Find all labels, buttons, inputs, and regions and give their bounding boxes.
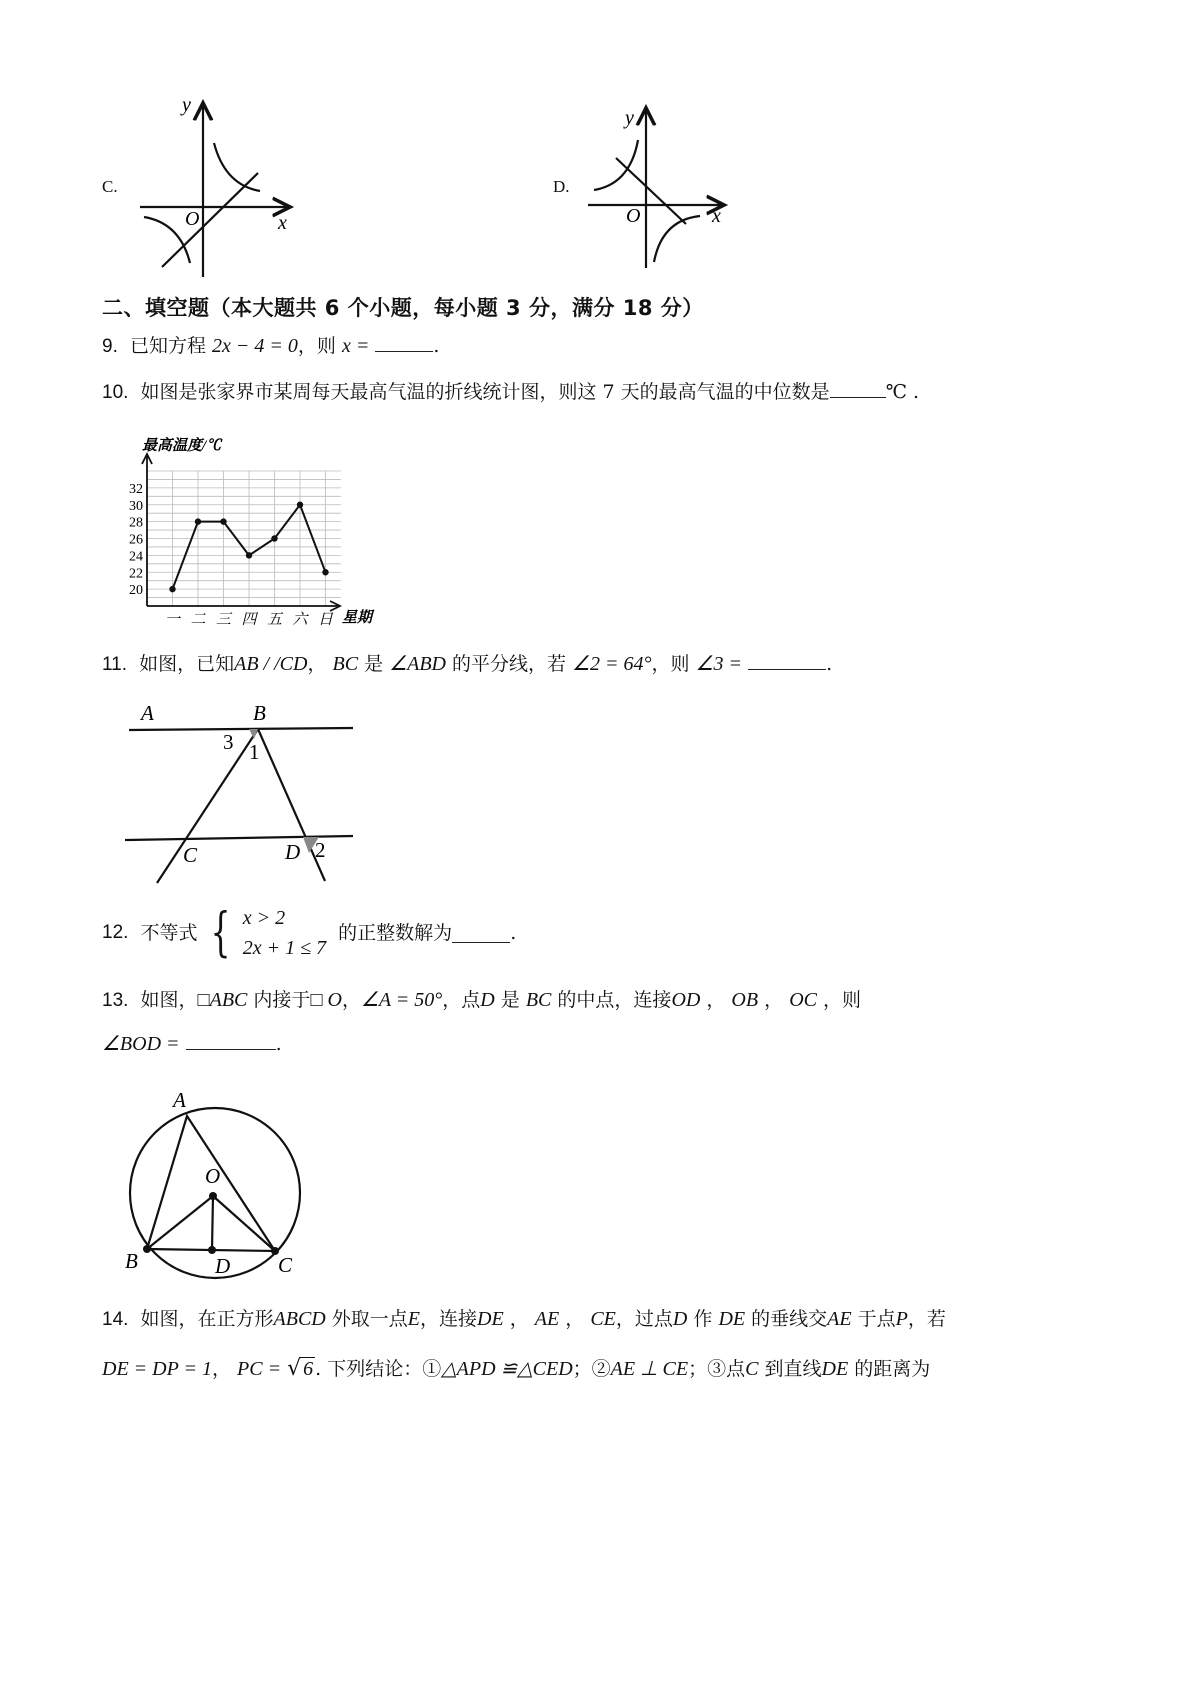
answer-blank[interactable] bbox=[830, 379, 886, 398]
x-tick-label: 六 bbox=[292, 612, 308, 628]
question-13-line-2: ∠BOD = . bbox=[102, 1033, 282, 1055]
chart-x-ticks bbox=[165, 611, 334, 628]
chart-title: 最高温度/℃ bbox=[142, 438, 222, 454]
option-d-label: D. bbox=[553, 177, 570, 196]
hyperbola-branch-q2 bbox=[594, 140, 638, 190]
answer-blank[interactable] bbox=[186, 1031, 276, 1050]
linear-function-line bbox=[162, 173, 258, 267]
section-title: 二、填空题（本大题共 6 个小题，每小题 3 分，满分 18 分） bbox=[102, 296, 704, 320]
segment-ob bbox=[147, 1196, 213, 1249]
question-9: 9. 已知方程 2x − 4 = 0，则 x = . bbox=[102, 335, 440, 357]
question-14-line-2: DE = DP = 1， PC = √ 6 . 下列结论：①△APD ≌△CED；②AE ⊥ CE；③点C 到直线DE 的距离为 bbox=[102, 1356, 931, 1381]
angle-2-label: 2 bbox=[315, 838, 326, 862]
point-a-label: A bbox=[141, 701, 154, 725]
y-tick-label: 22 bbox=[129, 566, 143, 582]
answer-blank[interactable] bbox=[375, 333, 433, 352]
origin-label: O bbox=[185, 208, 200, 230]
x-axis-label: x bbox=[278, 212, 287, 234]
y-axis-label: y bbox=[625, 107, 634, 129]
point-d-label: D bbox=[285, 840, 301, 864]
hyperbola-branch-q4 bbox=[654, 216, 700, 262]
y-tick-label: 28 bbox=[129, 515, 143, 531]
y-axis-label: y bbox=[182, 95, 191, 116]
y-tick-label: 26 bbox=[129, 532, 143, 548]
data-point bbox=[297, 502, 303, 508]
point-d-label: D bbox=[215, 1254, 231, 1278]
hyperbola-branch-q1 bbox=[214, 143, 260, 191]
sqrt-icon: √ bbox=[287, 1356, 302, 1381]
point-b bbox=[143, 1245, 151, 1253]
hyperbola-branch-q3 bbox=[144, 217, 190, 263]
line-ab bbox=[129, 728, 353, 730]
left-brace-icon: { bbox=[210, 903, 231, 963]
circle-triangle-figure bbox=[115, 1085, 315, 1280]
x-tick-label: 一 bbox=[164, 612, 181, 628]
x-tick-label: 三 bbox=[215, 612, 232, 628]
angle-3-mark bbox=[249, 729, 258, 739]
answer-blank[interactable] bbox=[748, 651, 826, 670]
option-c-label: C. bbox=[102, 177, 118, 196]
origin-label: O bbox=[626, 205, 641, 227]
y-tick-label: 20 bbox=[129, 583, 143, 599]
data-point bbox=[271, 535, 277, 541]
question-12: 12. 不等式 { x > 2 2x + 1 ≤ 7 的正整数解为 . bbox=[102, 903, 517, 963]
point-b-label: B bbox=[253, 701, 266, 725]
point-c-label: C bbox=[278, 1253, 293, 1277]
line-bc bbox=[157, 729, 258, 883]
data-point bbox=[195, 518, 201, 524]
option-d-graph bbox=[582, 100, 732, 275]
x-tick-label: 四 bbox=[241, 612, 257, 628]
x-axis-label: x bbox=[712, 205, 721, 227]
question-11: 11. 如图，已知AB / /CD， BC 是 ∠ABD 的平分线，若 ∠2 = 64°，则 ∠3 = . bbox=[102, 653, 833, 675]
chart-x-label: 星期 bbox=[342, 610, 373, 626]
question-14: 14. 如图，在正方形ABCD 外取一点E，连接DE ， AE ， CE，过点D 作 DE 的垂线交AE 于点P，若 bbox=[102, 1308, 946, 1330]
option-c-graph bbox=[130, 95, 305, 285]
temperature-line-chart bbox=[110, 428, 400, 633]
chart-y-ticks bbox=[129, 482, 143, 598]
x-tick-label: 日 bbox=[317, 612, 334, 628]
question-10: 10. 如图是张家界市某周每天最高气温的折线统计图，则这 7 天的最高气温的中位数是 ℃ . bbox=[102, 381, 920, 403]
point-o-label: O bbox=[205, 1164, 221, 1188]
question-13: 13. 如图，□ABC 内接于□ O，∠A = 50°，点D 是 BC 的中点，连接OD ， OB ， OC ，则 bbox=[102, 989, 862, 1011]
data-point bbox=[220, 518, 226, 524]
answer-blank[interactable] bbox=[452, 924, 510, 943]
x-tick-label: 五 bbox=[266, 612, 283, 628]
segment-od bbox=[212, 1196, 213, 1250]
inequality-system: { x > 2 2x + 1 ≤ 7 bbox=[210, 903, 327, 963]
y-tick-label: 30 bbox=[129, 498, 143, 514]
angle-3-label: 3 bbox=[223, 730, 234, 754]
angle-1-label: 1 bbox=[249, 740, 260, 764]
point-b-label: B bbox=[125, 1249, 138, 1273]
point-o bbox=[209, 1192, 217, 1200]
y-tick-label: 32 bbox=[129, 481, 143, 497]
data-point bbox=[322, 569, 328, 575]
x-tick-label: 二 bbox=[190, 612, 206, 628]
data-point bbox=[169, 586, 175, 592]
parallel-lines-figure bbox=[115, 695, 365, 890]
point-c-label: C bbox=[183, 843, 198, 867]
point-a-label: A bbox=[173, 1088, 186, 1112]
data-point bbox=[246, 552, 252, 558]
y-tick-label: 24 bbox=[129, 549, 143, 565]
point-d bbox=[208, 1246, 216, 1254]
